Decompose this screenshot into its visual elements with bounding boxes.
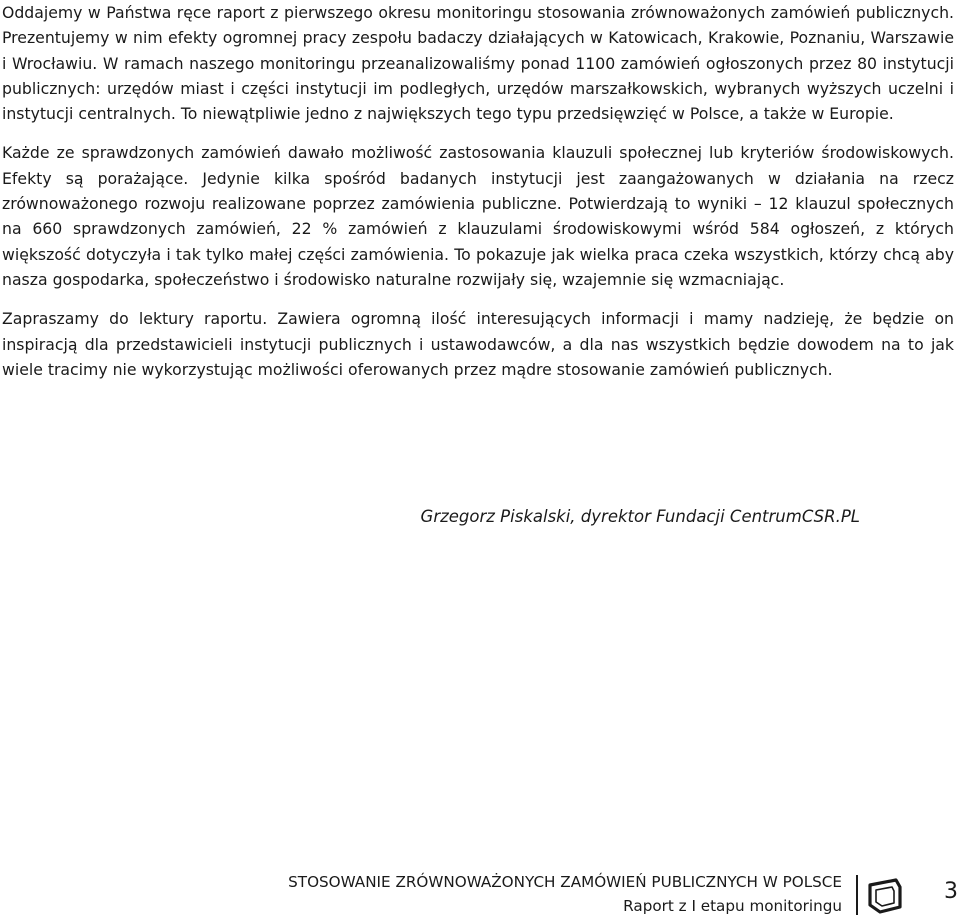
paragraph-intro [2,0,954,126]
footer-divider [856,875,858,915]
paragraph-invitation-text: Zapraszamy do lektury raportu. Zawiera ogromną ilość interesujących informacji i mamy nadzieję, że będzie on inspiracją dla przedstawicieli instytucji publicznych i ustawodawców, a dla nas wszystkich będzie dowodem na to jak wiele tracimy nie wykorzystując możliwości oferowanych przez mądre stosowanie zamówień publicznych. [2,309,954,379]
footer-title: STOSOWANIE ZRÓWNOWAŻONYCH ZAMÓWIEŃ PUBLICZNYCH W POLSCE [288,873,842,891]
article-body [2,0,954,382]
footer-subtitle: Raport z I etapu monitoringu [623,897,842,915]
paragraph-findings-text: Każde ze sprawdzonych zamówień dawało możliwość zastosowania klauzuli społecznej lub kryteriów środowiskowych. Efekty są porażające. Jedynie kilka spośród badanych instytucji jest zaangażowanych w działania na rzecz zrównoważonego rozwoju realizowane poprzez zamówienia publiczne. Potwierdzają to wyniki – 12 klauzul społecznych na 660 sprawdzonych zamówień, 22 % zamówień z klauzulami środowiskowymi wśród 584 ogłoszeń, z których większość dotyczyła i tak tylko małej części zamówienia. To pokazuje jak wielka praca czeka wszystkich, którzy chcą aby nasza gospodarka, społeczeństwo i środowisko naturalne rozwijały się, wzajemnie się wzmacniając. [2,143,954,289]
paragraph-intro-part-1: Oddajemy w Państwa ręce raport z pierwszego okresu monitoringu stosowania zrównoważonych zamówień publicznych. Prezentujemy w nim efekty ogromnej pracy zespołu badaczy działających w Katowicach, Krakowie, Poznaniu, Warszawie i Wrocławiu. [2,3,954,73]
page-number: 3 [944,879,958,904]
paragraph-findings [2,140,954,292]
page-footer [0,865,960,917]
paragraph-intro-part-2: W ramach naszego monitoringu przeanalizowaliśmy ponad 1100 zamówień ogłoszonych przez 80 instytucji publicznych: urzędów miast i części instytucji im podległych, urzędów marszałkowskich, wybranych wyższych uczelni i instytucji centralnych. To niewątpliwie jedno z największych tego typu przedsięwzięć w Polsce, a także w Europie. [2,53,954,124]
paragraph-invitation [2,306,954,382]
shield-outline-icon [866,877,904,915]
signature: Grzegorz Piskalski, dyrektor Fundacji CentrumCSR.PL [420,507,860,526]
